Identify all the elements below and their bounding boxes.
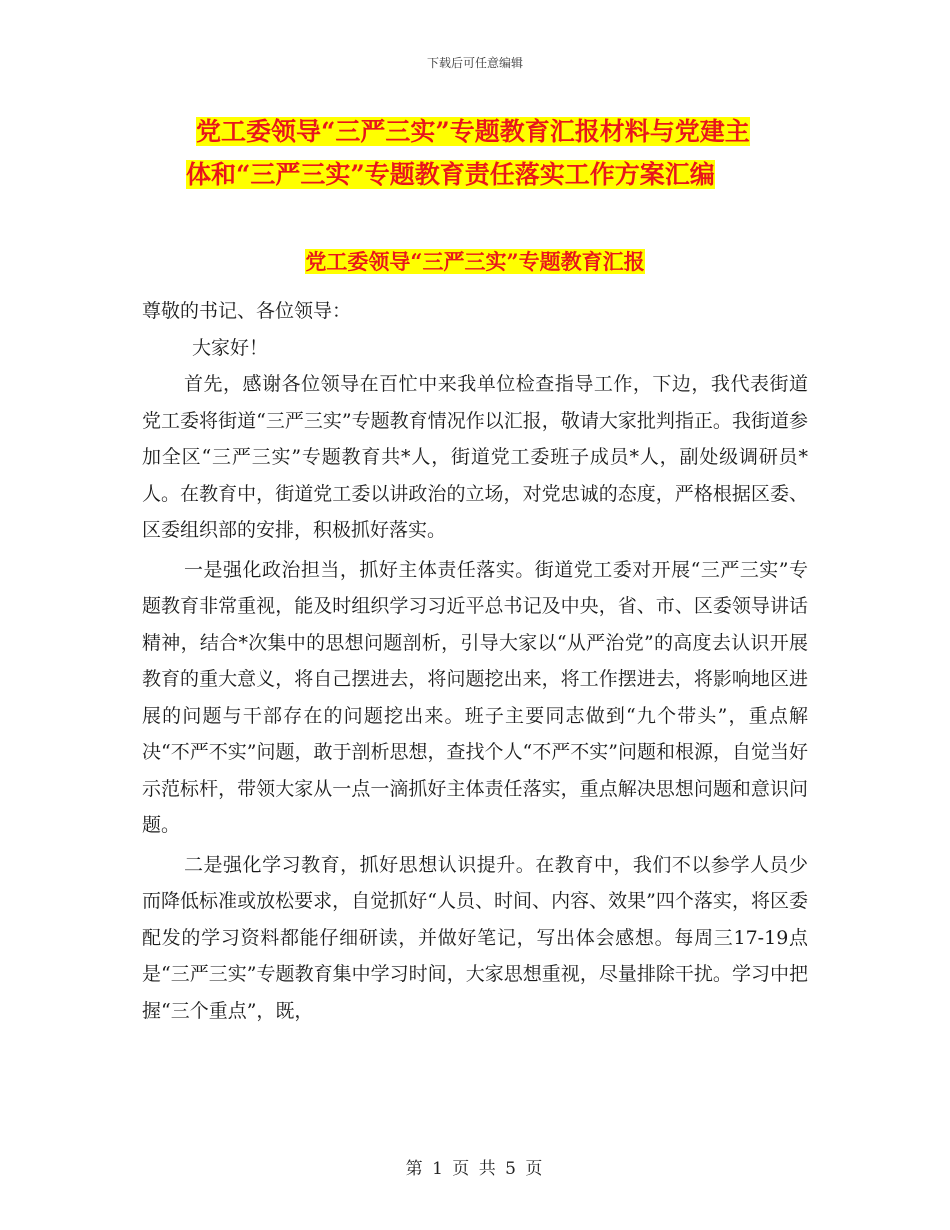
- section-title: [0, 246, 950, 276]
- document-title: [186, 110, 826, 196]
- section-title-text: 党工委领导“三严三实”专题教育汇报: [305, 249, 645, 274]
- title-line-1: 党工委领导“三严三实”专题教育汇报材料与党建主: [196, 117, 750, 146]
- paragraph: 一是强化政治担当，抓好主体责任落实。街道党工委对开展“三严三实”专题教育非常重视，能及时组织学习习近平总书记及中央，省、市、区委领导讲话精神，结合*次集中的思想问题剖析，引导大家以“从严治党”的高度去认识开展教育的重大意义，将自己摆进去，将问题挖出来，将工作摆进去，将影响地区进展的问题与干部存在的问题挖出来。班子主要同志做到“九个带头”，重点解决“不严不实”问题，敢于剖析思想，查找个人“不严不实”问题和根源，自觉当好示范标杆，带领大家从一点一滴抓好主体责任落实，重点解决思想问题和意识问题。: [142, 558, 808, 836]
- salutation: 尊敬的书记、各位领导：: [142, 300, 352, 322]
- greeting: 大家好！: [192, 336, 269, 359]
- document-body: [142, 293, 808, 1029]
- paragraph: 首先，感谢各位领导在百忙中来我单位检查指导工作，下边，我代表街道党工委将街道“三严三实”专题教育情况作以汇报，敬请大家批判指正。我街道参加全区“三严三实”专题教育共*人，街道党工委班子成员*人，副处级调研员*人。在教育中，街道党工委以讲政治的立场，对党忠诚的态度，严格根据区委、区委组织部的安排，积极抓好落实。: [142, 373, 808, 541]
- paragraph: 二是强化学习教育，抓好思想认识提升。在教育中，我们不以参学人员少而降低标准或放松要求，自觉抓好“人员、时间、内容、效果”四个落实，将区委配发的学习资料都能仔细研读，并做好笔记，写出体会感想。每周三17-19点是“三严三实”专题教育集中学习时间，大家思想重视，尽量排除干扰。学习中把握“三个重点”，既，: [142, 853, 808, 1022]
- title-line-2: 体和“三严三实”专题教育责任落实工作方案汇编: [186, 160, 715, 189]
- header-note: 下载后可任意编辑: [426, 56, 523, 70]
- page-footer: 第 1 页 共 5 页: [405, 1159, 545, 1179]
